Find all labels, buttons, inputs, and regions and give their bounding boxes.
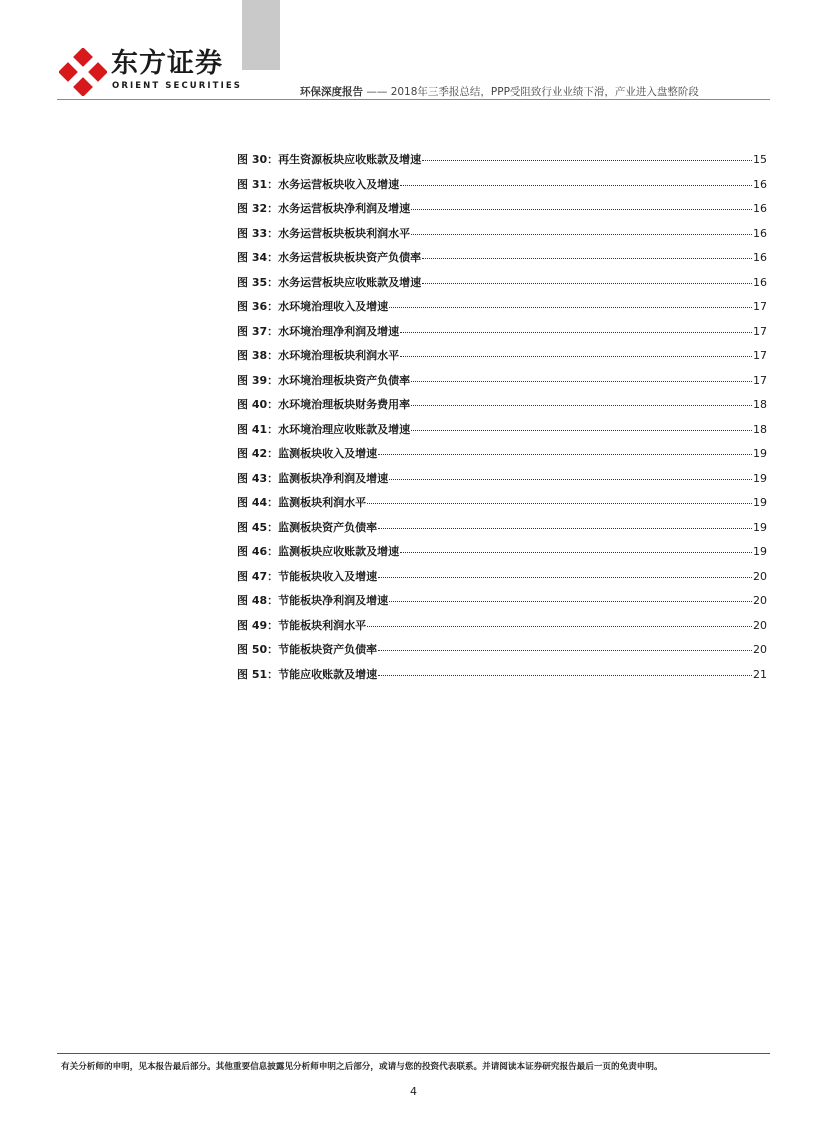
toc-entry-label: 图 36：水环境治理收入及增速	[237, 300, 389, 313]
toc-leader-dots	[378, 638, 752, 651]
toc-entry[interactable]	[237, 616, 767, 641]
toc-entry[interactable]	[237, 175, 767, 200]
toc-entry-label: 图 30：再生资源板块应收账款及增速	[237, 153, 422, 166]
toc-entry-page: 15	[753, 153, 767, 166]
toc-entry-label: 图 33：水务运营板块板块利润水平	[237, 226, 411, 240]
toc-entry-label: 图 43：监测板块净利润及增速	[237, 471, 389, 485]
toc-entry-page: 16	[753, 226, 767, 240]
toc-entry[interactable]	[237, 518, 767, 543]
toc-entry[interactable]	[237, 297, 767, 322]
toc-entry-page: 18	[753, 422, 767, 436]
toc-leader-dots	[378, 565, 752, 578]
toc-entry-label: 图 32：水务运营板块净利润及增速	[237, 202, 411, 215]
toc-entry-page: 19	[753, 496, 767, 509]
toc-entry-page: 16	[753, 202, 767, 215]
toc-leader-dots	[389, 589, 752, 602]
toc-entry[interactable]	[237, 591, 767, 616]
report-type: 环保深度报告	[300, 86, 363, 98]
toc-leader-dots	[422, 271, 752, 284]
report-title: 2018年三季报总结，PPP受阻致行业业绩下滑，产业进入盘整阶段	[390, 86, 699, 98]
toc-entry-page: 17	[753, 324, 767, 338]
toc-entry-label: 图 44：监测板块利润水平	[237, 496, 367, 509]
toc-entry[interactable]	[237, 665, 767, 690]
toc-entry[interactable]	[237, 150, 767, 175]
company-name-en: ORIENT SECURITIES	[112, 81, 242, 91]
toc-entry-page: 20	[753, 618, 767, 632]
footer-rule	[57, 1053, 770, 1054]
toc-leader-dots	[422, 246, 752, 259]
toc-entry[interactable]	[237, 469, 767, 494]
toc-entry[interactable]	[237, 346, 767, 371]
toc-entry-page: 19	[753, 447, 767, 460]
toc-entry-page: 19	[753, 471, 767, 485]
toc-leader-dots	[400, 540, 752, 553]
report-header	[300, 84, 699, 99]
toc-entry-label: 图 42：监测板块收入及增速	[237, 447, 378, 460]
toc-entry-page: 17	[753, 373, 767, 387]
toc-leader-dots	[411, 369, 752, 382]
toc-leader-dots	[400, 344, 752, 357]
toc-leader-dots	[400, 320, 752, 333]
toc-entry[interactable]	[237, 493, 767, 518]
toc-entry-page: 19	[753, 520, 767, 534]
page-number: 4	[410, 1085, 417, 1098]
toc-leader-dots	[367, 491, 752, 504]
toc-entry[interactable]	[237, 444, 767, 469]
toc-leader-dots	[411, 418, 752, 431]
toc-entry-label: 图 31：水务运营板块收入及增速	[237, 177, 400, 191]
toc-leader-dots	[411, 197, 752, 210]
toc-entry-label: 图 37：水环境治理净利润及增速	[237, 324, 400, 338]
toc-entry-page: 19	[753, 545, 767, 558]
toc-entry-page: 20	[753, 594, 767, 607]
toc-entry-label: 图 39：水环境治理板块资产负债率	[237, 373, 411, 387]
toc-entry-page: 16	[753, 177, 767, 191]
header-rule	[57, 99, 770, 100]
toc-entry[interactable]	[237, 395, 767, 420]
toc-entry-label: 图 35：水务运营板块应收账款及增速	[237, 275, 422, 289]
header-decoration-tab	[242, 0, 280, 70]
toc-entry[interactable]	[237, 322, 767, 347]
toc-entry[interactable]	[237, 273, 767, 298]
toc-leader-dots	[422, 148, 752, 161]
toc-entry-label: 图 49：节能板块利润水平	[237, 618, 367, 632]
toc-entry-page: 20	[753, 569, 767, 583]
company-logo	[59, 48, 242, 98]
toc-leader-dots	[378, 663, 752, 676]
toc-entry-label: 图 45：监测板块资产负债率	[237, 520, 378, 534]
toc-leader-dots	[389, 295, 752, 308]
toc-entry[interactable]	[237, 542, 767, 567]
toc-entry-label: 图 51：节能应收账款及增速	[237, 667, 378, 681]
toc-entry-page: 17	[753, 349, 767, 362]
toc-entry-label: 图 47：节能板块收入及增速	[237, 569, 378, 583]
company-name-cn: 东方证券	[111, 48, 223, 79]
toc-leader-dots	[389, 467, 752, 480]
header-separator: ——	[366, 86, 388, 98]
toc-entry-label: 图 50：节能板块资产负债率	[237, 643, 378, 656]
toc-entry[interactable]	[237, 199, 767, 224]
toc-entry[interactable]	[237, 640, 767, 665]
toc-leader-dots	[411, 393, 752, 406]
toc-entry-page: 16	[753, 251, 767, 264]
toc-entry-page: 20	[753, 643, 767, 656]
toc-entry-page: 16	[753, 275, 767, 289]
orient-logo-icon	[59, 48, 107, 96]
toc-entry[interactable]	[237, 248, 767, 273]
toc-entry-label: 图 46：监测板块应收账款及增速	[237, 545, 400, 558]
footer-disclaimer: 有关分析师的申明，见本报告最后部分。其他重要信息披露见分析师申明之后部分，或请与您的投资代表联系。并请阅读本证券研究报告最后一页的免责申明。	[61, 1062, 663, 1072]
toc-entry[interactable]	[237, 567, 767, 592]
toc-leader-dots	[400, 173, 752, 186]
figure-index	[237, 150, 767, 689]
toc-entry[interactable]	[237, 371, 767, 396]
toc-leader-dots	[411, 222, 752, 235]
toc-entry-page: 21	[753, 667, 767, 681]
toc-entry-page: 18	[753, 398, 767, 411]
toc-leader-dots	[378, 516, 752, 529]
toc-entry-page: 17	[753, 300, 767, 313]
toc-entry-label: 图 38：水环境治理板块利润水平	[237, 349, 400, 362]
toc-entry[interactable]	[237, 224, 767, 249]
toc-entry-label: 图 34：水务运营板块板块资产负债率	[237, 251, 422, 264]
toc-entry[interactable]	[237, 420, 767, 445]
toc-entry-label: 图 48：节能板块净利润及增速	[237, 594, 389, 607]
toc-entry-label: 图 41：水环境治理应收账款及增速	[237, 422, 411, 436]
toc-leader-dots	[367, 614, 752, 627]
toc-entry-label: 图 40：水环境治理板块财务费用率	[237, 398, 411, 411]
toc-leader-dots	[378, 442, 752, 455]
